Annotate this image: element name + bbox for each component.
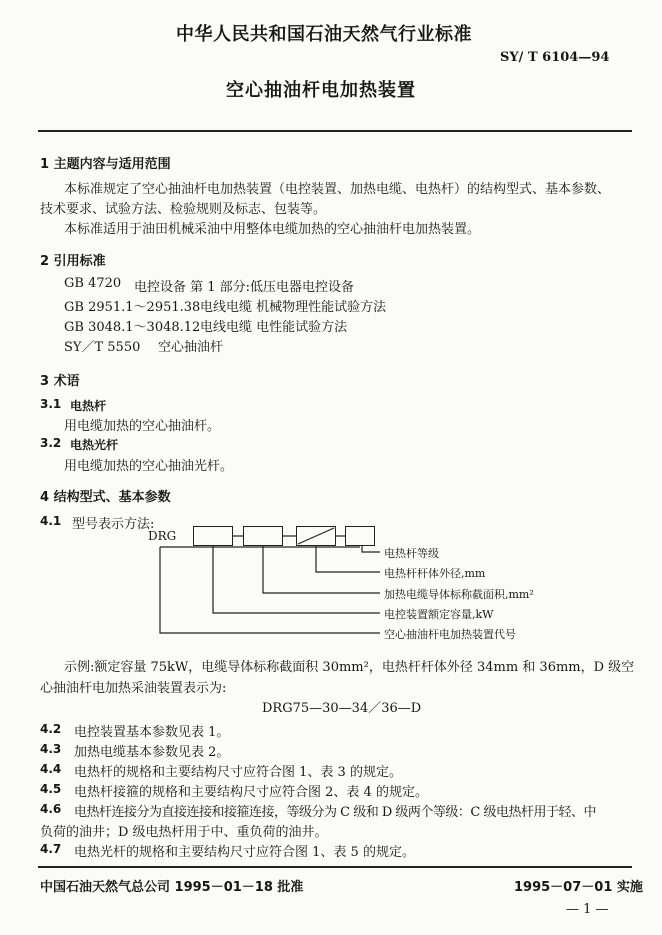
clause-4-3-text: 加热电缆基本参数见表 2。 xyxy=(74,745,230,760)
section-3-heading: 3 术语 xyxy=(40,374,80,389)
model-prefix: DRG xyxy=(148,529,177,543)
term-1-definition: 用电缆加热的空心抽油杆。 xyxy=(64,419,221,434)
clause-4-6-continuation: 负荷的油井；D 级电热杆用于中、重负荷的油井。 xyxy=(40,825,328,840)
ref-title-3: 电线电缆 电性能试验方法 xyxy=(200,320,348,335)
diagram-label-code: 空心抽油杆电加热装置代号 xyxy=(384,628,516,641)
ref-code-2: GB 2951.1～2951.38 xyxy=(64,300,201,315)
term-2-definition: 用电缆加热的空心抽油光杆。 xyxy=(64,459,234,474)
page-number: — 1 — xyxy=(566,902,609,917)
section-1-heading: 1 主题内容与适用范围 xyxy=(40,157,171,172)
approval-statement: 中国石油天然气总公司 1995－01－18 批准 xyxy=(40,880,304,895)
effective-date: 1995－07－01 实施 xyxy=(514,880,643,895)
clause-4-2-number: 4.2 xyxy=(40,722,62,736)
clause-4-3-number: 4.3 xyxy=(40,742,62,756)
ref-title-4: 空心抽油杆 xyxy=(158,340,224,355)
standard-code: SY/ T 6104—94 xyxy=(500,50,610,65)
document-title: 空心抽油杆电加热装置 xyxy=(226,80,416,101)
clause-4-6-number: 4.6 xyxy=(40,802,62,816)
section-4-heading: 4 结构型式、基本参数 xyxy=(40,490,171,505)
clause-4-2-text: 电控装置基本参数见表 1。 xyxy=(74,725,230,740)
term-1-name: 电热杆 xyxy=(70,399,107,413)
clause-4-5-text: 电热杆接箍的规格和主要结构尺寸应符合图 2、表 4 的规定。 xyxy=(74,785,428,800)
clause-4-1-number: 4.1 xyxy=(40,514,62,528)
term-2-number: 3.2 xyxy=(40,436,62,450)
ref-title-1: 电控设备 第 1 部分:低压电器电控设备 xyxy=(134,280,355,295)
ref-code-1: GB 4720 xyxy=(64,276,122,291)
section-1-para1-line2: 技术要求、试验方法、检验规则及标志、包装等。 xyxy=(40,202,327,217)
ref-code-3: GB 3048.1～3048.12 xyxy=(64,320,201,335)
diagram-label-grade: 电热杆等级 xyxy=(384,547,439,560)
clause-4-6-text: 电热杆连接分为直接连接和接箍连接，等级分为 C 级和 D 级两个等级：C 级电热杆用于轻、中 xyxy=(74,805,596,820)
ref-code-4: SY／T 5550 xyxy=(64,340,141,355)
clause-4-7-text: 电热光杆的规格和主要结构尺寸应符合图 1、表 5 的规定。 xyxy=(74,845,415,860)
section-1-para2: 本标准适用于油田机械采油中用整体电缆加热的空心抽油杆电加热装置。 xyxy=(64,222,481,237)
example-line2: 心抽油杆电加热采油装置表示为: xyxy=(40,681,227,696)
example-line1: 示例:额定容量 75kW，电缆导体标称截面积 30mm²，电热杆杆体外径 34mm 和 36mm，D 级空 xyxy=(64,660,635,675)
term-2-name: 电热光杆 xyxy=(70,438,119,452)
example-code: DRG75—30—34／36—D xyxy=(262,701,422,716)
clause-4-7-number: 4.7 xyxy=(40,842,62,856)
section-1-para1-line1: 本标准规定了空心抽油杆电加热装置（电控装置、加热电缆、电热杆）的结构型式、基本参数、 xyxy=(64,182,611,197)
diagram-label-cable-section: 加热电缆导体标称截面积,mm² xyxy=(384,588,534,601)
section-2-heading: 2 引用标准 xyxy=(40,254,106,269)
diagram-label-rod-diameter: 电热杆杆体外径,mm xyxy=(384,567,486,580)
clause-4-4-text: 电热杆的规格和主要结构尺寸应符合图 1、表 3 的规定。 xyxy=(74,765,402,780)
clause-4-1-text: 型号表示方法: xyxy=(72,517,155,532)
diagram-label-capacity: 电控装置额定容量,kW xyxy=(384,608,494,621)
clause-4-4-number: 4.4 xyxy=(40,762,62,776)
clause-4-5-number: 4.5 xyxy=(40,782,62,796)
term-1-number: 3.1 xyxy=(40,397,62,411)
footer-rule xyxy=(38,866,632,868)
standard-category: 中华人民共和国石油天然气行业标准 xyxy=(176,24,472,45)
ref-title-2: 电线电缆 机械物理性能试验方法 xyxy=(200,300,387,315)
